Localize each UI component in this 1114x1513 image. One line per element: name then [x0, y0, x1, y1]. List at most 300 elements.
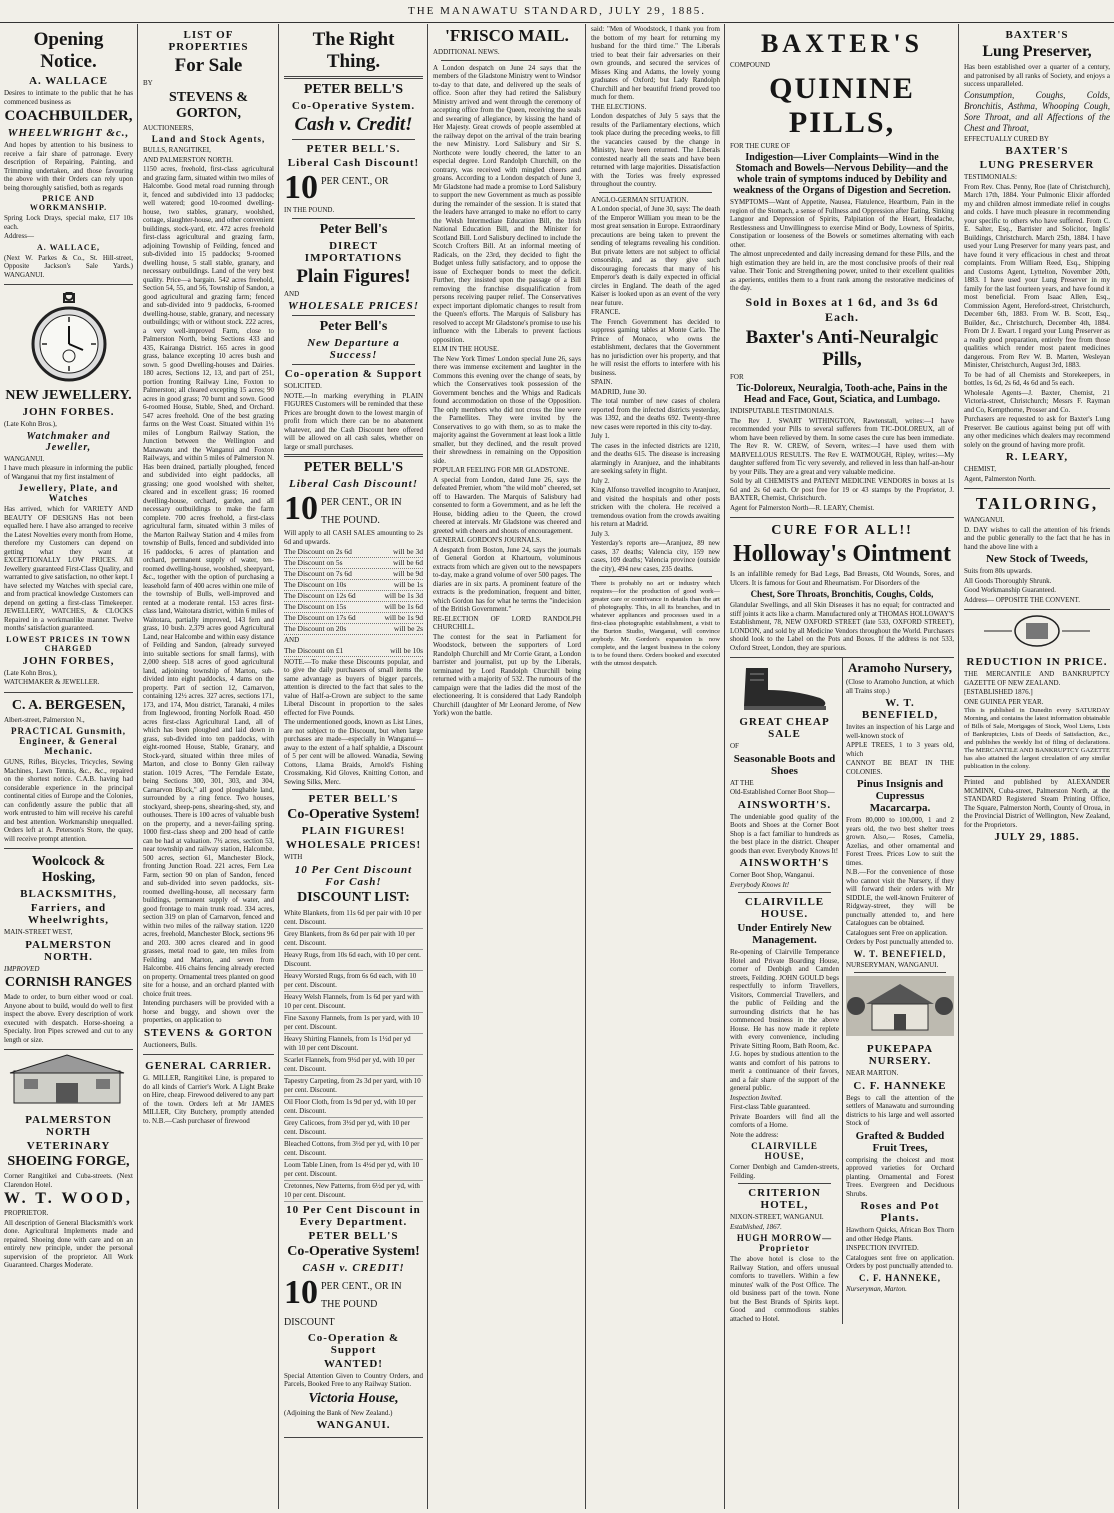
- apple-trees: APPLE TREES, 1 to 3 years old, which: [845, 741, 954, 758]
- discount-value: will be 10s: [390, 645, 423, 655]
- wanted: WANTED!: [324, 1357, 383, 1370]
- peter-bell-6: PETER BELL'S: [308, 793, 399, 805]
- clairville-2: CLAIRVILLE HOUSE,: [751, 1141, 818, 1161]
- in-the-pound-1: IN THE POUND.: [284, 206, 335, 214]
- column-7: [960, 24, 1114, 1509]
- price-row: Heavy Rugs, from 10s 6d each, with 10 per cent. Discount.: [284, 950, 423, 971]
- discount-value: will be 1s: [393, 580, 423, 589]
- lung-preserver-2: LUNG PRESERVER: [979, 159, 1095, 171]
- wholesale-prices-1: WHOLESALE PRICES!: [287, 300, 419, 312]
- lung-preserver-heading: Lung Preserver,: [982, 43, 1092, 60]
- bergesen-ad: [4, 693, 133, 850]
- news-item-13: Yesterday's reports are—Aranjuez, 89 new cases, 37 deaths; Valencia city, 159 new cases, 109 deaths; Valencia province (outside the city), 494 new cases, 235 deaths.: [591, 539, 720, 573]
- woolcock-name: Woolcock & Hosking,: [31, 854, 106, 885]
- news-item-2: The New York Times' London special June 26, says there was immense excitement and laughter in the Commons this evening over the change of seats, by which the Conservatives took possession of the Government benches and the Whigs and Radicals found accommodation on those of the Opposition. The only members who did not cross the line were the Parnellites. They were invited by the Conservatives to go with them, so as to make the majority against the Government at least look a little smaller, but they declined, and the result proved their shrewdness in remaining on the Opposition side.: [433, 354, 581, 465]
- gordon-heading: GENERAL GORDON'S JOURNALS.: [433, 536, 542, 544]
- elections-heading: THE ELECTIONS.: [591, 102, 647, 111]
- crest-icon: [964, 613, 1110, 649]
- invites: Invites an inspection of his Large and well-known stock of: [845, 723, 954, 740]
- news-item-8: A London special, of June 30, says: The death of the Emperor William you mean to be the most great sensation in Europe. Extraordinary precautions are being taken to prevent the sending of telegrams revealing his condition. But private letters are not subject to official censorship, and as they give such discouraging forecasts that many of his Emperor's death is daily expected in official circles in England. The death of the aged Kaiser is looked upon as an event of the very near future.: [591, 205, 720, 307]
- direct-importations: DIRECT IMPORTATIONS: [304, 239, 403, 264]
- price-row: Loom Table Linen, from 1s 4½d per yd, with 10 per cent. Discount.: [284, 1160, 423, 1181]
- coop-support-2: Co-Operation & Support: [307, 1331, 400, 1356]
- discount-row: [284, 558, 423, 569]
- woolcock-ad: [4, 849, 133, 1050]
- forbes-body2: Has arrived, which for VARIETY AND BEAUTY OF DESIGNS Has not been equalled here. I have also arranged to receive the Latest Novelties every month from Home, therefore my Customers can depend on getting what they want at EXCEPTIONALLY LOW PRICES. All Jewellery guaranteed First-Class Quality, and warranted to give satisfaction, no other kept. I have selected my Watches with special care, and from practical knowledge Customers can depend on getting a first-class Timekeeper. JEWELLERY, WATCHES, & CLOCKS Repaired in a workmanlike manner. Twelve months' satisfaction guaranteed.: [4, 505, 133, 632]
- antineuralgic-heading: Baxter's Anti-Neuralgic Pills,: [745, 326, 939, 370]
- aramoho-close: (Close to Aramoho Junction, at which all Trains stop.): [845, 678, 954, 695]
- baxters-lung-title: BAXTER'S: [1005, 29, 1069, 41]
- news-item-7: London despatches of July 5 says that the results of the Parliamentary elections, which took place during the preceding weeks, to fill the vacancies caused by the change in Ministry, have been returned. The Liberals contested nearly all the seats and have been returned with large majorities. Dissatisfaction with the Tories was freely expressed throughout the country.: [591, 112, 720, 188]
- peter-bell-3: Peter Bell's: [319, 221, 388, 237]
- ainsworth-ad: [730, 658, 843, 1324]
- news-item-4: A despatch from Boston, June 24, says the journals of General Gordon at Khartoum, voluminous extracts from which are given out to the newspapers to-day, make a grand volume of over 500 pages. The diaries are in six parts. A prominent feature of the extracts is the predomination, frequent and bitter, which Gordon has for what he terms the "indecision of the British Government.": [433, 545, 581, 613]
- vet-address: Corner Rangitikei and Cuba-streets. (Next Clarendon Hotel.: [4, 1172, 133, 1189]
- and-palmerston: AND PALMERSTON NORTH.: [143, 155, 234, 164]
- clairville-heading: CLAIRVILLE HOUSE.: [744, 896, 825, 920]
- hawthorn-quicks: Hawthorn Quicks, African Box Thorn and other Hedge Plants.: [845, 1226, 954, 1243]
- price-row: Oil Floor Cloth, from 1s 9d per yd, with 10 per cent. Discount.: [284, 1097, 423, 1118]
- aramoho-nursery: Aramoho Nursery,: [847, 660, 952, 675]
- cash-credit-2: CASH v. CREDIT!: [302, 1261, 405, 1274]
- pinus-insignis: Pinus Insignis and Cupressus Macarcarpa.: [856, 778, 944, 814]
- undermentioned: The undermentioned goods, known as List Lines, are not subject to the Discount, but when large purchases are made—especially in Wanganui—away to the extent of a half sphaldie, a Discount of 5 per cent will be allowed. Wanadia, Sewing Cottons, Llama Braids, Arnold's Fishing Crossmaking, Kid Gloves, Knitting Cotton, and Sewing Silks, Merc.: [284, 718, 423, 786]
- pinus-body: From 80,000 to 100,000, 1 and 2 years old, the two best shelter trees grown. Also,— Roses, Camelia, Azelias, and other ornamental and Forest Trees. Prices Low to suit the times.: [845, 816, 954, 867]
- discount-value: will be 3d: [393, 547, 423, 556]
- forbes-signature-late: (Late Kohn Bros.),: [4, 668, 57, 677]
- holloway-body: Is an infallible remedy for Bad Legs, Bad Breasts, Old Wounds, Sores, and Ulcers. It is famous for Gout and Rheumatism. For Disorders of the: [730, 570, 954, 587]
- properties-ad: [143, 24, 274, 1055]
- orders-by-post: Orders by Post punctually attended to.: [845, 938, 954, 946]
- gazette-ad: [964, 610, 1110, 777]
- near-marton: NEAR MARTON.: [845, 1069, 899, 1077]
- discount-value: will be 6d: [393, 558, 423, 567]
- small-print: There is probably no art or industry which requires—for the production of good work—greater care or contrivance in details than the art of photography. This, in all its branches, and in whatever appliances and processes used in a first-class photographic establishment, a visit to the Burton Studio, Wanganui, will convince anybody. Mr. Gordon's expansion is now complete, and the largest business in the colony is to be found there. Orders booked and executed with the utmost despatch.: [591, 580, 720, 667]
- discount-row-last: [284, 646, 423, 657]
- wholesale-agents: Wholesale Agents—J. Baxter, Chemist, 21 Victoria-street, Christchurch; Messrs F. Rayman and Co, Kempthorne, Prosser and Co.: [964, 388, 1110, 414]
- carrier-title: GENERAL CARRIER.: [145, 1060, 272, 1072]
- adjoining-bank: (Adjoining the Bank of New Zealand.): [284, 1408, 393, 1417]
- pukepapa-body-2: comprising the choicest and most approved varieties for Orchard planting. Ornamental and Forest Trees. Evergreen and Deciduous Shrubs.: [845, 1155, 954, 1198]
- old-established: Old-Established Corner Boot Shop—: [730, 788, 835, 796]
- nixon-street: NIXON-STREET, WANGANUI.: [730, 1213, 824, 1221]
- address-label: Address—: [4, 232, 34, 240]
- column-5: [587, 24, 725, 1509]
- tailor-body: D. DAY wishes to call the attention of his friends and the public generally to the fact that he has in hand the above line with a: [964, 525, 1110, 551]
- solicited: SOLICITED.: [284, 382, 322, 390]
- auctioneers: AUCTIONEERS,: [143, 123, 194, 132]
- discount-row: [284, 624, 423, 635]
- will-apply: Will apply to all CASH SALES amounting to 2s 6d and upwards.: [284, 529, 423, 546]
- coop-system-3: Co-Operative System!: [287, 1243, 420, 1259]
- bergesen-trade: PRACTICAL Gunsmith, Engineer, & General Mechanic.: [10, 726, 127, 756]
- gazette-established: [ESTABLISHED 1876.]: [964, 688, 1033, 696]
- news-item-10: The total number of new cases of cholera reported from the infected districts yesterday, was 1392, and the deaths 692. Twenty-three new cases were reported in this city to-day.: [591, 397, 720, 431]
- discount-row: [284, 569, 423, 580]
- to-be-had: To be had of all Chemists and Storekeepers, in bottles, 1s 6d, 2s 6d, 4s 6d and 5s each.: [964, 370, 1110, 387]
- discount-table: [284, 547, 423, 635]
- price-row: Heavy Worsted Rugs, from 6s 6d each, with 10 per cent. Discount.: [284, 971, 423, 992]
- quinine-pills: QUININE PILLS,: [769, 71, 915, 139]
- forbes-plate: Jewellery, Plate, and Watches: [18, 483, 119, 503]
- forbes-ad: [4, 285, 133, 693]
- imprint: Printed and published by ALEXANDER MCMINN, Cuba-street, Palmerston North, at the STANDARD Registered Steam Printing Office, The Square, Palmerston North, County of Oroua, in the Provincial District of Wellington, New Zealand, for the Proprietors.: [964, 778, 1110, 829]
- vet-title: VETERINARY: [26, 1140, 111, 1152]
- tailoring-heading: TAILORING,: [975, 494, 1099, 513]
- discount-amount: The Discount on 10s: [284, 580, 347, 589]
- baxters-heading: BAXTER'S: [760, 29, 924, 58]
- discount-amount: The Discount on 2s 6d: [284, 547, 352, 556]
- carrier-ad: [143, 1055, 274, 1130]
- news-item-11: The cases in the infected districts are 1210, and the deaths 615. The disease is increasing alarmingly in Aranjuez, and the inhabitants are seeking safety in flight.: [591, 441, 720, 475]
- discount-value: will be 1s 3d: [384, 591, 423, 600]
- column-1: [0, 24, 138, 1509]
- coop-system-1: Co-Operative System.: [291, 100, 416, 112]
- consumption-list: Consumption, Coughs, Colds, Bronchitis, Asthma, Whooping Cough, Sore Throat, and all Affections of the Chest and Throat,: [964, 89, 1110, 133]
- bulls-rangitikei: BULLS, RANGITIKEI,: [143, 146, 211, 154]
- tailor-address: Address— OPPOSITE THE CONVENT.: [964, 595, 1081, 604]
- first-class-table: First-class Table guaranteed.: [730, 1103, 811, 1111]
- sold-in-boxes: Sold in Boxes at 1 6d, and 3s 6d Each.: [745, 294, 939, 324]
- peter-bell-2: PETER BELL'S.: [306, 143, 401, 155]
- coachbuilder-heading: COACHBUILDER,: [4, 108, 133, 124]
- july-3: July 3.: [591, 529, 610, 538]
- tailoring-ad: [964, 489, 1110, 610]
- per-cent-2: PER CENT., OR IN THE POUND.: [321, 497, 402, 526]
- nb-nursery: N.B.—For the convenience of those who cannot visit the Nursery, if they will forward their orders with Mr SIDDLE, the well-known Fruiterer of Ridgway-street, they will be punctually attended to, and here Catalogues can be obtained.: [845, 868, 954, 927]
- news-item-6: said: "Men of Woodstock, I thank you from the bottom of my heart for returning my husband for the third time." The Liberals tried to beat their fair adversaries on their own grounds, and secured the services of Misses King and Adams, the lovely young graduates of Oxford; but Lady Randolph Churchill and her beautiful friend proved too much for them.: [591, 25, 720, 101]
- liberal-discount-1: Liberal Cash Discount!: [287, 157, 420, 169]
- agent-palmerston: Agent for Palmerston North—R. LEARY, Chemist.: [730, 503, 875, 512]
- discount-row: [284, 580, 423, 591]
- column-3: [280, 24, 428, 1509]
- ten-per-cent-figure-1: 10: [284, 169, 318, 206]
- new-stock-tweeds: New Stock of Tweeds,: [986, 553, 1088, 565]
- bergesen-name: C. A. BERGESEN,: [11, 697, 126, 713]
- lung-testimonials: From Rev. Chas. Penny, Roe (late of Christchurch), March 17th, 1884. Your Pulmonic Elixir afforded my and children almost immediate relief in coughs and colds. I have much pleasure in recommending your specific to others who have suffered. From C. E. Salter, Esq., Barrister and Solicitor, Inglis' Buildings, Christchurch. March 25th, 1884. I have used your Lung Preserver for many years past, and have found it very efficacious in chest and throat complaints. From William Reed, Esq., Shipping and Customs Agent, Lyttelton, November 20th, 1883. I have used your Lung Preserver in my family for the last fourteen years, and have found it most beneficial. From Isaac Allen, Esq., Commission Agent, Hereford-street, Christchurch, December 6th, 1883. From W. B. Scott, Esq., Builder, &c., Christchurch, December 4th, 1884. From Dr J. Ewart. I regard your Lung Preserver as a really good preparation, entirely free from those qualities which render most patent medicines dangerous. From Rev W. B. Marten, Wesleyan Minister, Christchurch, August 3rd, 1883.: [964, 182, 1110, 369]
- discount-amount: The Discount on 15s: [284, 602, 347, 611]
- roses-pot-plants: Roses and Pot Plants.: [860, 1200, 940, 1224]
- private-boarders: Private Boarders will find all the comforts of a Home.: [730, 1112, 839, 1129]
- nursery-ads: [843, 658, 954, 1324]
- ten-per-cent-figure-3: 10: [284, 1273, 318, 1311]
- nurseryman-marton: Nurseryman, Marton.: [845, 1284, 907, 1293]
- masthead: THE MANAWATU STANDARD, JULY 29, 1885.: [0, 0, 1114, 23]
- holloway-ad: [730, 518, 954, 658]
- discount-row: [284, 602, 423, 613]
- plain-figures-1: Plain Figures!: [296, 265, 411, 287]
- note-1: NOTE.—In marking everything in PLAIN FIGURES Customers will be reminded that these Prices are brought down to the lowest margin of profit from which there can be no abatement whatever, and the Cash Discount here offered will be allowed on all cash sales, whether on large or small purchases.: [284, 391, 423, 451]
- bergesen-body: GUNS, Rifles, Bicycles, Tricycles, Sewing Machines, Lawn Tennis, &c., &c., repaired on the shortest notice. C.A.B. having had considerable experience in the principal continental cities of Europe and the Colonies, can confidently assure the public that all work entrusted to him will receive his careful and best attention. Workmanship unequalled. Orders left at A. Peterson's Store, the quay, will receive prompt attention.: [4, 758, 133, 843]
- wallace-body: And hopes by attention to his business to receive a fair share of patronage. Every description of Repairing, Painting, and Trimming undertaken, and those favouring the above with their Orders can rely upon being thoroughly satisfied, both as regards: [4, 141, 133, 192]
- catalogues-2: Catalogues sent free on application. Orders by post punctually attended to.: [845, 1253, 954, 1270]
- price-row: Cretonnes, New Patterns, from 6½d per yd, with 10 per cent. Discount.: [284, 1181, 423, 1202]
- column-2: [139, 24, 279, 1509]
- testimonials-label: TESTIMONIALS:: [964, 173, 1017, 181]
- victoria-house: Victoria House,: [308, 1390, 399, 1406]
- stevens-gorton: STEVENS & GORTON,: [169, 89, 248, 121]
- discount-amount: The Discount on 20s: [284, 624, 347, 633]
- spain-heading: SPAIN.: [591, 378, 613, 386]
- intending-purchasers: Intending purchasers will be provided with a horse and buggy, and shown over the properties, on application to: [143, 999, 274, 1024]
- news-item-5: The contest for the seat in Parliament for Woodstock, between the supporters of Lord Randolph Churchill and Mr Corrie Grant, a London barrister and journalist, put up by the Liberals, terminated by Lord Randolph Churchill being returned with a majority of 532. The rumours of the campaign were that the ladies did the most of the electioneering. It is considered that Lady Randolph Churchill (daughter of Mr Leonard Jerome, of New York) won the battle.: [433, 632, 581, 717]
- inspection-invited-2: INSPECTION INVITED.: [845, 1244, 919, 1252]
- benefield-name: W. T. BENEFIELD,: [861, 697, 939, 721]
- peter-bell-4: Peter Bell's: [319, 319, 388, 334]
- july-2: July 2.: [591, 476, 610, 485]
- ten-pc-every: 10 Per Cent Discount in Every Department.: [286, 1203, 421, 1228]
- leary-agent: Agent, Palmerston North.: [964, 474, 1036, 483]
- holloway-body-2: Glandular Swellings, and all Skin Diseases it has no equal; for contracted and stiff joints it acts like a charm. Manufactured only at THOMAS HOLLOWAY'S Establishment, 78, NEW OXFORD STREET (late 533, OXFORD STREET), LONDON, and sold by all Medicine Vendors throughout the World. Purchasers should look to the Label on the Pots and Boxes. If the address is not 533, Oxford Street, London, they are spurious.: [730, 601, 954, 652]
- chest-ailments: Chest, Sore Throats, Bronchitis, Coughs, Colds,: [750, 589, 934, 599]
- special-attention: Special Attention Given to Country Orders, and Parcels, Booked Free to any Railway Station.: [284, 1371, 423, 1388]
- discount-value: will be 9d: [393, 569, 423, 578]
- shoeing-forge: SHOEING FORGE,: [7, 1154, 130, 1169]
- wood-proprietor: PROPRIETOR.: [4, 1209, 49, 1217]
- address-name: A. WALLACE,: [36, 242, 101, 252]
- quinine-body: The almost unprecedented and daily increasing demand for these Pills, and the high estimation they are held in, are the most conclusive proofs of their real value. Their Tonic and Strengthening power, united to their excellent qualities as aperients, entitles them to a front rank among the restorative medicines of the day.: [730, 250, 954, 292]
- for-2: FOR: [730, 372, 744, 381]
- news-item-1: A London despatch on June 24 says that the members of the Gladstone Ministry went to Windsor to-day to that date, and delivered up the seals of office. Soon after they had retired the Salisbury Ministry arrived and went through the ceremony of accepting office from the Queen, receiving the seals and swearing of allegiance, by kissing the hand of Her Majesty. Great crowds of people assembled at the railway depot on the arrival of the train bearing the new Ministry. Lord Salisbury and Sir S. Northcote were loudly cheered, the latter to an especial degree. Lord Randolph Churchill, on the contrary, was received with mingled cheers and groans. According to a London despatch of June 3, Mr Gladstone had made a promise to Lord Salisbury to support the new Government as much as possible during the remainder of the session. It is stated that the leaders have arranged to make no effort to carry the Welsh Intermediate Education Bill, the Irish National Education Bill, and the Minister for Scotland Bill. Lord Salisbury declined to include the Scotch Crofters Bill. At an informal meeting of Radicals, on the 23rd, they decided to fight the Budget unless fully satisfactory, and to oppose the issue of Exchequer bonds to meet the deficit. Further, they insisted upon the passage of a Bill removing the franchise disqualification from persons receiving pauper relief. The Conservatives expect important diplomatic changes to result from the Queen's efforts. The Marquis of Salisbury has resolved to accept Mr Gladstone's promise to use his influence with the Liberals to prevent factious opposition.: [433, 63, 581, 344]
- discount-row: [284, 613, 423, 624]
- one-guinea: ONE GUINEA PER YEAR.: [964, 697, 1044, 706]
- per-cent-1: PER CENT., OR: [321, 176, 389, 187]
- purchasers-caution: Purchasers are requested to ask for Baxter's Lung Preserver. Be cautious against being put off with any other medicines which dealers may recommend solely on the ground of having more profit.: [964, 415, 1110, 449]
- forbes-name: JOHN FORBES.: [22, 406, 115, 418]
- corner-boot-shop: Corner Boot Shop, Wanganui.: [730, 871, 815, 879]
- discount-amount: The Discount on 12s 6d: [284, 591, 356, 600]
- hanneke-name: C. F. HANNEKE: [853, 1079, 947, 1092]
- wholesale-prices-2: WHOLESALE PRICES!: [285, 839, 422, 851]
- for-sale-heading: For Sale: [174, 55, 243, 76]
- discount-amount: The Discount on £1: [284, 645, 344, 655]
- discount-row: [284, 591, 423, 602]
- hanneke-sig: C. F. HANNEKE,: [859, 1272, 941, 1283]
- wood-ad: [4, 1050, 133, 1275]
- lowest-prices: LOWEST PRICES IN TOWN CHARGED: [6, 634, 131, 653]
- price-row: Heavy Welsh Flannels, from 1s 6d per yard with 10 per cent. Discount.: [284, 992, 423, 1013]
- pukepapa-nursery: PUKEPAPA NURSERY.: [866, 1043, 934, 1067]
- forbes-trade: Watchmaker and Jeweller,: [26, 430, 111, 453]
- wallace-name: A. WALLACE: [29, 75, 108, 87]
- catalogues-free: Catalogues sent Free on application.: [845, 928, 948, 937]
- and-1: AND: [284, 289, 300, 298]
- price-row: Grey Blankets, from 8s 6d per pair with 10 per cent. Discount.: [284, 929, 423, 950]
- forbes-signature: JOHN FORBES,: [22, 654, 115, 667]
- and-2: AND: [284, 636, 300, 644]
- pukepapa-body: Begs to call the attention of the settlers of Manawatu and surrounding districts to his large and well assorted Stock of: [845, 1093, 954, 1127]
- forbes-place: WANGANUI.: [4, 454, 45, 463]
- bergesen-address: Albert-street, Palmerston N.,: [4, 715, 85, 724]
- note-2: NOTE.—To make these Discounts popular, and to give the daily purchasers of small items the same advantage as buyers of bigger parcels, attention is directed to the fact that sales to the value of Half-a-Crown are subject to the same Liberal Discount in proportion to the sales effected for Five Pounds.: [284, 657, 423, 717]
- hugh-morrow: HUGH MORROW—Proprietor: [736, 1233, 833, 1253]
- boot-body: The undeniable good quality of the Boots and Shoes at the Corner Boot Shop is a fact familiar to hundreds as the best place in the district. Cheaper goods than ever. Everybody Knows It!: [730, 812, 839, 855]
- suits-from: Suits from 80s upwards.: [964, 567, 1033, 575]
- baxters-2: BAXTER'S: [1005, 145, 1069, 157]
- effectually-cured: EFFECTUALLY CURED BY: [964, 134, 1049, 143]
- sold-by: Sold by all CHEMISTS and PATENT MEDICINE VENDORS in boxes at 1s 6d and 2s 6d each. Or post free for 19 or 43 stamps by the Proprietor, J. BAXTER, Chemist, Christchurch.: [730, 477, 954, 502]
- coop-system-2: Co-Operative System!: [287, 807, 420, 822]
- discount-row: [284, 547, 423, 558]
- testimonial-body: The Rev J. SWART WITHINGTON, Rawtenstall, writes:—I have recommended your Pills to several sufferers from TIC-DOLOREUX, all of whom have been relieved by them. In some cases the cure has been immediate. The Rev R. W. CREW, of Severn, writes:—I have used them with MARVELLOUS RESULTS. The Rev E. WATMOUGH, Ripley, writes:—My daughter suffered from Tic very severely, and relieved in less than half-an-hour by your Pills. They are a great and very valuable medicine.: [730, 416, 954, 476]
- land-agents: Land and Stock Agents,: [151, 134, 266, 144]
- reduction-in-price: REDUCTION IN PRICE.: [966, 656, 1108, 668]
- by-label: BY: [143, 79, 153, 87]
- blacksmiths: BLACKSMITHS,: [20, 888, 117, 900]
- corner-denbigh: Corner Denbigh and Camden-streets, Feilding.: [730, 1163, 839, 1180]
- news-item-3: A special from London, dated June 26, says the defeated Premier, whom "the wild mob" cheered, set off to Hawarden. The Marquis of Salisbury had consented to form a Government, and as he left the House, bidding adieu to the Queen, the crowd cheered at intervals. Mr Gladstone was cheered and greeted with cheers and shouts of encouragement.: [433, 475, 581, 535]
- property-listings: 1150 acres, freehold, first-class agricultural and grazing farm, situated within two miles of Halcombe. Good metal road running through it, fenced and subdivided into 13 paddocks; well watered; good 10-roomed dwelling-house, two stables, granary, woolshed, cottage, slaughter-house, and other convenient buildings, stock-yard, etc. 472 acres freehold first-class agricultural and grazing farm, adjoining Township of Feilding, fenced and sub-divided into 15 paddocks; 9-roomed dwelling house, 5 stall stable, granary, and necessary outbuildings. Land of the very best quality. Price—a bargain. 542 acres freehold, Section 54, 55, and 56, Township of Sandon, a good agricultural and grazing farm; fenced and sub-divided into 9 paddocks, 6-roomed dwelling-house, stable, granary, and necessary outbuildings; with or without stock. 222 acres, a very well-improved Farm, close to Palmerston North, being Sections 433 and 435, Kairanga District. 165 acres in good grass, balance excepting 10 acres bush and sown. 5 good Dwelling-houses and Dairies. 180 acres, Sections 12, 13, and part of 251, portion fronting Railway Line, Foxton to Palmerston; all cleared excepting 15 acres; 90 acres in good grass; 70 burnt and sown. Good 6-roomed House, Stable, Shed, and Orchard. 547 acres freehold. One of the best grazing farms on the West Coast. Situated within 1½ miles of Longburn Railway Station, the Junction between the Wellington and Manawatu and the Wanganui and Foxton Railways, and within 5 miles of Palmerston N. Has been drained, partially ploughed, fenced and subdivided into eight paddocks, all grassing; one good woolshed with shelter, cleared and in excellent grass; 16 roomed dwelling-house, orchard, garden, and all necessary outbuildings to make the farm complete. 700 acres freehold, a first-class agricultural farm, situated within 3 miles of the Marton Railway Station and 4 miles from township of Bulls, fenced and subdivided into 16 paddocks, 6 acres of plantation and orchard, permanent supply of water, ten-roomed dwelling-house, woolshed, sheepyard, &c., together with the option of purchasing a leasehold farm of 400 acres within one mile of the township of Bulls, well-improved and rented at a moderate rental. 153 acres first-class land, Waitotara district, within 6 miles of Waitotara, partially improved, 143 fern and grass, 10 bush. 2,379 acres good Agricultural Land, near Halcombe and within easy distance of Feilding and Sandon, (already surveyed into suitable sections for small farms), with 2,000 sheep. 518 acres of good agricultural land, adjoining township of Marton, sub-divided into eight paddocks, 4 dams on the property. Part of section 12, Carnarvon, containing 12½ acres. 327 acres, sections 171, 173, and 174, Mou district, Taranaki, 4 miles from Inglewood, fronting Norfolk Road. 450 acres first-class Agricultural Land, all of which has been ploughed and laid down in grass, sub-divided into ten paddocks, with eight-roomed House, Stable, Granary, and Stock-yard, situated within three miles of Marton, and close to Bonny Glen railway station. 1019 Acres, "The Ferndale Estate, being Sections 300, 301, 303, and 304, Carnarvon Block," all good ploughable land, surrounded by a ring fence. Two houses, stockyard, sheep-pens, shearing-shed, sty, and outhouses. There is 100 acres of valuable bush on the property, and a never-failing spring. 1000 first-class sheep and 200 head of cattle can be had at valuation. 7½ acres, section 53, near township and railway station, Halcombe. 500 acres, section 61, Manchester Block, fronting Junction Road. 221 acres, Fern Lea Farm, section 90 on plan of Sandon, fenced and sub-divided into seven paddocks, six-roomed dwelling-house, all necessary farm buildings, permanent supply of water, and good frontage to main trunk road. 334 acres, section 319 on plan of Carnarvon, fenced and within two miles of the railway station. 1220 acres, freehold, Manchester Block, sections 96 and 203. 300 acres cleared and in good grasses, metal road to gate, ten miles from Feilding and Marton, and seven from Halcombe. 416 chains fencing already erected on property. Ornamental trees planted on good site for a house, and an orchard planted with choice fruit trees.: [143, 165, 274, 998]
- tic-doloreux: Tic-Doloreux, Neuralgia, Tooth-ache, Pains in the Head and Face, Gout, Sciatica, and Lumbago.: [736, 383, 948, 405]
- testimonials-heading: INDISPUTABLE TESTIMONIALS.: [730, 407, 834, 415]
- cornish-body: Made to order, to burn either wood or coal. Anyone about to build, would do well to first inspect the above. Every description of work executed with despatch. Horse-shoeing a Specialty. Iron Pipes screwed and cut to any length or size.: [4, 993, 133, 1044]
- gazette-body: This is published in Dunedin every SATURDAY Morning, and contains the latest information obtainable of Bills of Sale, Mortgages of Stock, Wool Liens, Lists of Bankruptcies, Lists of Deeds of Satisfaction, &c., and publishes the weekly list of filing of declarations. The MERCANTILE AND BANKRUPTCY GAZETTE has also attained the largest circulation of any similar publication in the colony.: [964, 707, 1110, 770]
- established-1867: Established, 1867.: [730, 1222, 782, 1231]
- wheelwright-heading: WHEELWRIGHT &c.,: [7, 127, 130, 139]
- compound-label: COMPOUND: [730, 61, 771, 69]
- discount-amount: The Discount on 7s 6d: [284, 569, 352, 578]
- cure-for-all: CURE FOR ALL!!: [771, 523, 913, 538]
- for-cure: FOR THE CURE OF: [730, 141, 790, 150]
- address-text: (Next W. Parkes & Co., St. Hill-street, Opposite Jackson's Sale Yards.) WANGANUI.: [4, 253, 133, 279]
- price-row: Fine Saxony Flannels, from 1s per yard, with 10 per cent. Discount.: [284, 1013, 423, 1034]
- palmerston-north: PALMERSTON NORTH.: [25, 938, 112, 963]
- forbes-body: I have much pleasure in informing the public of Wanganui that my first instalment of: [4, 464, 133, 481]
- leary-name: R. LEARY,: [1005, 451, 1069, 463]
- price-list: [284, 908, 423, 1202]
- discount-value: will be 1s 9d: [384, 613, 423, 622]
- gazette-heading: THE MERCANTILE AND BANKRUPTCY GAZETTE OF NEW ZEALAND.: [964, 670, 1110, 687]
- price-workmanship: PRICE AND WORKMANSHIP.: [29, 194, 108, 212]
- news-item-12: King Alfonso travelled incognito to Aranjuez, and visited the hospitals and other posts stricken with the cholera. He received a tremendous ovation from the crowds awaiting his return at Madrid.: [591, 486, 720, 528]
- cure-list: Indigestion—Liver Complaints—Wind in the Stomach and Bowels—Nervous Debility—and the whole train of symptoms induced by Debility and weakness of the Organs of Digestion and Secretion.: [733, 152, 951, 196]
- lung-body: Has been established over a quarter of a century, and patronised by all ranks of Society, and enjoys a success unparalleled.: [964, 63, 1110, 88]
- under-new-management: Under Entirely New Management.: [737, 922, 832, 946]
- jewellery-title: NEW JEWELLERY.: [5, 388, 132, 403]
- wood-body: All description of General Blacksmith's work done. Agricultural Implements made and repaired. Shoeing done with care and on an entirely new principle, under the personal supervision of the proprietor. All Work Guaranteed. Charges Moderate.: [4, 1218, 133, 1269]
- criterion-hotel: CRITERION HOTEL,: [748, 1187, 821, 1211]
- frisco-mail-heading: 'FRISCO MAIL.: [445, 26, 569, 45]
- price-row: White Blankets, from 11s 6d per pair with 10 per cent. Discount.: [284, 908, 423, 929]
- price-row: Grey Calicoes, from 3½d per yd, with 10 per cent. Discount.: [284, 1118, 423, 1139]
- wood-name: W. T. WOOD,: [4, 1190, 133, 1207]
- main-street: MAIN-STREET WEST,: [4, 928, 73, 936]
- lower-ads-row: [730, 658, 954, 1324]
- everybody-knows: Everybody Knows It!: [730, 880, 790, 889]
- liberal-discount-2: Liberal Cash Discount!: [289, 478, 418, 490]
- all-goods-shrunk: All Goods Thoroughly Shrunk.: [964, 576, 1052, 585]
- stevens-signature: STEVENS & GORTON: [143, 1026, 274, 1039]
- ainsworth-name: AINSWORTH'S.: [737, 798, 832, 811]
- new-departure: New Departure a Success!: [307, 337, 400, 361]
- price-row: Heavy Shirting Flannels, from 1s 1½d per yd with 10 per cent Discount.: [284, 1034, 423, 1055]
- discount-amount: The Discount on 5s: [284, 558, 343, 567]
- column-4: [429, 24, 586, 1509]
- ainsworth-sig: AINSWORTH'S: [739, 857, 830, 869]
- column-6: [726, 24, 959, 1509]
- elm-heading: ELM IN THE HOUSE.: [433, 345, 499, 353]
- madrid-dateline: MADRID, June 30.: [591, 387, 647, 396]
- seasonable-boots: Seasonable Boots and Shoes: [733, 752, 836, 777]
- spring-lock-drays: Spring Lock Drays, special make, £17 10s each.: [4, 214, 133, 231]
- ten-pc-cash: 10 Per Cent Discount For Cash!: [294, 863, 413, 888]
- france-heading: FRANCE.: [591, 308, 621, 316]
- price-row: Tapestry Carpeting, from 2s 3d per yard, with 10 per cent. Discount.: [284, 1076, 423, 1097]
- news-item-9: The French Government has decided to suppress gaming tables at Monte Carlo. The Prince of Monaco, who owns the establishment, declares that the Government has no jurisdiction over his property, and that he will resist the efforts to interfere with his business.: [591, 317, 720, 377]
- plain-figures-2: PLAIN FIGURES!: [301, 825, 406, 837]
- forbes-late: (Late Kohn Bros.),: [4, 420, 57, 428]
- great-sale: GREAT CHEAP SALE: [739, 716, 830, 740]
- pocket-watch-icon: [29, 292, 109, 384]
- inspection-invited: Inspection Invited.: [730, 1093, 783, 1102]
- leary-chemist: CHEMIST,: [964, 465, 996, 473]
- auctioneers-bulls: Auctioneers, Bulls.: [143, 1040, 197, 1049]
- peter-bell-1: PETER BELL'S: [303, 82, 404, 97]
- of-label: OF: [730, 742, 739, 750]
- discount-amount: The Discount on 17s 6d: [284, 613, 356, 622]
- forge-building-icon: [4, 1053, 130, 1107]
- coop-support-1: Co-operation & Support: [284, 368, 423, 380]
- peter-bell-5: PETER BELL'S: [303, 460, 404, 475]
- cash-credit-1: Cash v. Credit!: [294, 114, 413, 135]
- ten-per-cent-figure-2: 10: [284, 490, 318, 527]
- cornish-ranges: CORNISH RANGES: [4, 975, 133, 990]
- forbes-signature-trade: WATCHMAKER & JEWELLER.: [4, 678, 100, 686]
- clairville-body: Re-opening of Clairville Temperance Hotel and Private Boarding House, corner of Denbigh and Camden streets, Feilding. JOHN GOULD begs respectfully to inform Travellers, Visitors, Commercial Travellers, and the public of Feilding and the surrounding districts that he has commenced business in the above House. He has now made it replete with every convenience, including Private Sitting Room, Bath Room, &c. J.G. hopes by studious attention to the wants and comfort of his patrons to merit a continuance of their favors, and a fair share of the support of the general public.: [730, 948, 839, 1092]
- improved: IMPROVED: [4, 964, 40, 973]
- price-row: Scarlet Flannels, from 9½d per yd, with 10 per cent. Discount.: [284, 1055, 423, 1076]
- wanganui-footer: WANGANUI.: [316, 1419, 391, 1431]
- additional-news: ADDITIONAL NEWS.: [433, 48, 500, 56]
- baxter-quinine-ad: [730, 24, 954, 518]
- list-title: LIST OF PROPERTIES: [168, 29, 249, 53]
- carrier-body: G. MILLER, Rangitikei Line, is prepared to do all kinds of Carrier's Work. A Light Brake on Hire, cheap. Firewood delivered to any part of the town. Orders left at Mr JAMES MILLER, City Butchery, promptly attended to. N.B.—Cash purchaser of firewood: [143, 1074, 274, 1125]
- peter-bell-7: PETER BELL'S: [308, 1229, 399, 1242]
- per-cent-3: PER CENT., OR IN THE POUND DISCOUNT: [284, 1280, 402, 1328]
- grafted-trees: Grafted & Budded Fruit Trees,: [855, 1129, 945, 1154]
- opening-title: Opening Notice.: [33, 29, 104, 72]
- benefield-sig: W. T. BENEFIELD,: [853, 948, 947, 959]
- note-address: Note the address:: [730, 1130, 779, 1139]
- lung-preserver-ad: [964, 24, 1110, 489]
- good-workmanship: Good Workmanship Guaranteed.: [964, 586, 1057, 594]
- cannot-beat: CANNOT BE BEAT IN THE COLONIES.: [845, 759, 954, 776]
- right-thing-heading: The Right Thing.: [312, 29, 395, 72]
- price-row: Bleached Cottons, from 3½d per yd, with 10 per cent. Discount.: [284, 1139, 423, 1160]
- at-the: AT THE: [730, 778, 754, 787]
- holloway-ointment: Holloway's Ointment: [732, 541, 951, 567]
- with-label: WITH: [284, 853, 303, 861]
- discount-value: will be 1s 6d: [384, 602, 423, 611]
- farriers: Farriers, and Wheelwrights,: [27, 902, 110, 926]
- discount-value: will be 2s: [393, 624, 423, 633]
- nurseryman-wanganui: NURSERYMAN, WANGANUI.: [845, 960, 939, 969]
- popular-heading: POPULAR FEELING FOR MR GLADSTONE.: [433, 466, 570, 474]
- imprint-date: JULY 29, 1885.: [994, 831, 1080, 843]
- pukepapa-house-icon: [846, 976, 954, 1036]
- vet-place: PALMERSTON NORTH: [25, 1114, 112, 1138]
- discount-list-heading: DISCOUNT LIST:: [297, 889, 410, 905]
- wallace-ad: [4, 24, 133, 285]
- churchill-heading: RE-ELECTION OF LORD RANDOLPH CHURCHILL.: [433, 614, 581, 631]
- july-1: July 1.: [591, 432, 610, 440]
- anglo-german-heading: ANGLO-GERMAN SITUATION.: [591, 195, 689, 204]
- tailoring-wanganui: WANGANUI.: [964, 516, 1005, 524]
- boot-icon: [734, 662, 834, 712]
- peter-bell-ad: [284, 24, 423, 1438]
- criterion-body: The above hotel is close to the Railway Station, and offers unusual comforts to travellers. Within a few minutes' walk of the Post Office. The old business part of the town. None but the Best Brands of Spirits kept. Good and commodious stables attached to Hotel.: [730, 1255, 839, 1323]
- wallace-intro: Desires to intimate to the public that he has commenced business as: [4, 89, 133, 106]
